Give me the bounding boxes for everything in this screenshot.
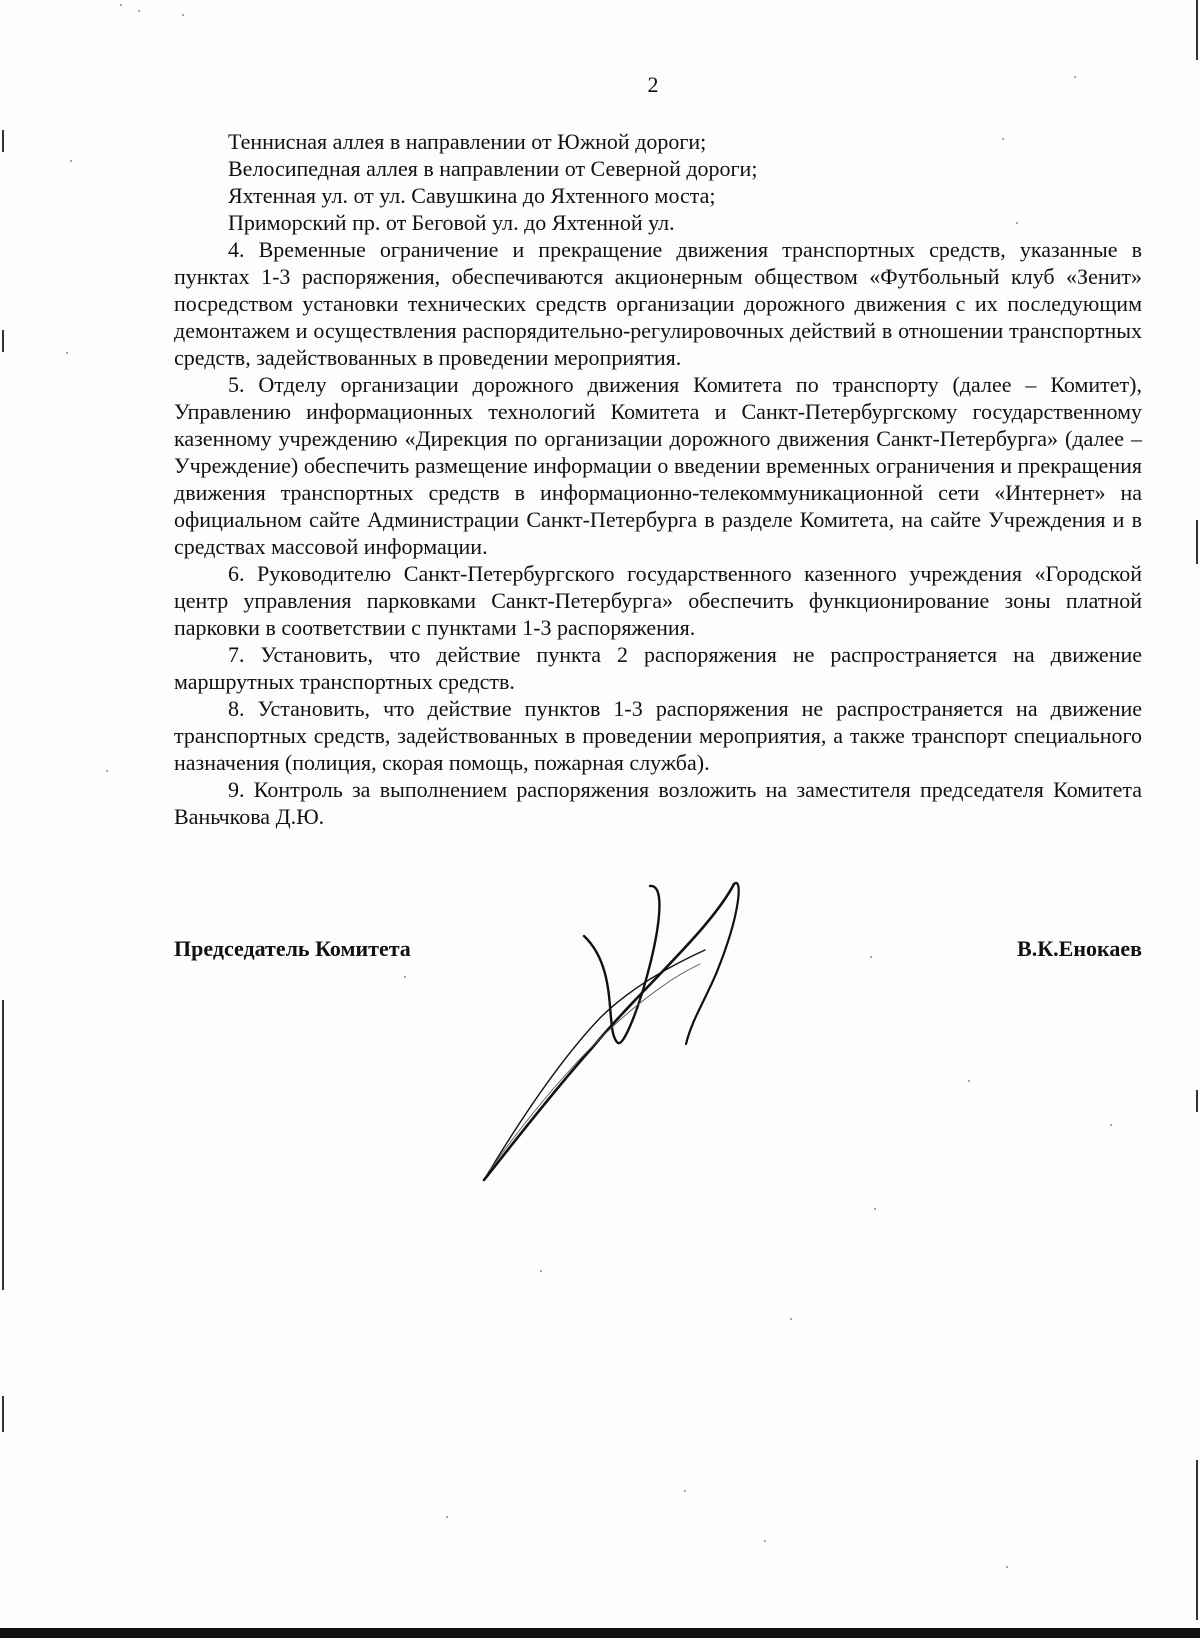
document-body xyxy=(174,128,1142,830)
signatory-title: Председатель Комитета xyxy=(174,936,411,961)
paragraph-5: 5. Отделу организации дорожного движения Комитета по транспорту (далее – Комитет), Управлению информационных технологий Комитета и Санкт-Петербургскому государственному казенному учреждению «Дирекция по организации дорожного движения Санкт-Петербурга» (далее – Учреждение) обеспечить размещение информации о введении временных ограничения и прекращения движения транспортных средств в информационно-телекоммуникационной сети «Интернет» на официальном сайте Администрации Санкт-Петербурга в разделе Комитета, на сайте Учреждения и в средствах массовой информации. xyxy=(174,372,1142,559)
scan-speck xyxy=(540,1270,542,1272)
scan-edge-mark xyxy=(1196,1090,1198,1112)
scan-speck xyxy=(874,1208,876,1210)
scan-edge-mark xyxy=(1196,0,1198,60)
scan-speck xyxy=(1110,1124,1112,1126)
scan-speck xyxy=(1002,138,1004,140)
paragraph-7: 7. Установить, что действие пункта 2 распоряжения не распространяется на движение маршрутных транспортных средств. xyxy=(174,642,1142,694)
scan-speck xyxy=(446,1516,448,1518)
handwritten-signature xyxy=(480,870,780,1190)
scan-speck xyxy=(1006,1566,1008,1568)
scan-bottom-edge xyxy=(0,1628,1200,1638)
scan-speck xyxy=(106,770,108,772)
paragraph-8: 8. Установить, что действие пунктов 1-3 распоряжения не распространяется на движение транспортных средств, задействованных в проведении мероприятия, а также транспорт специального назначения (полиция, скорая помощь, пожарная служба). xyxy=(174,696,1142,775)
scan-speck xyxy=(66,352,68,354)
route-line: Яхтенная ул. от ул. Савушкина до Яхтенного моста; xyxy=(228,183,716,208)
route-line: Велосипедная аллея в направлении от Северной дороги; xyxy=(228,156,758,181)
scan-speck xyxy=(120,4,122,6)
scan-speck xyxy=(968,1080,970,1082)
scan-speck xyxy=(138,10,140,12)
scan-speck xyxy=(764,1540,766,1542)
scan-edge-mark xyxy=(1196,520,1198,564)
paragraph-6: 6. Руководителю Санкт-Петербургского государственного казенного учреждения «Городской центр управления парковками Санкт-Петербурга» обеспечить функционирование зоны платной парковки в соответствии с пунктами 1-3 распоряжения. xyxy=(174,561,1142,640)
scan-edge-mark xyxy=(1196,1460,1198,1620)
scan-edge-mark xyxy=(2,1000,4,1290)
scan-speck xyxy=(790,1318,792,1320)
scan-speck xyxy=(1016,222,1018,224)
scan-speck xyxy=(1074,76,1076,78)
scan-edge-mark xyxy=(2,130,4,152)
route-line: Теннисная аллея в направлении от Южной дороги; xyxy=(228,129,707,154)
route-line: Приморский пр. от Беговой ул. до Яхтенной ул. xyxy=(228,210,675,235)
page-number: 2 xyxy=(647,72,659,97)
signatory-name: В.К.Енокаев xyxy=(1017,936,1142,961)
scan-speck xyxy=(182,14,184,16)
scan-speck xyxy=(870,956,872,958)
paragraph-9: 9. Контроль за выполнением распоряжения возложить на заместителя председателя Комитета Ваньчкова Д.Ю. xyxy=(174,777,1142,829)
scan-edge-mark xyxy=(2,330,4,352)
paragraph-4: 4. Временные ограничение и прекращение движения транспортных средств, указанные в пунктах 1-3 распоряжения, обеспечиваются акционерным обществом «Футбольный клуб «Зенит» посредством установки технических средств организации дорожного движения с их последующим демонтажем и осуществления распорядительно-регулировочных действий в отношении транспортных средств, задействованных в проведении мероприятия. xyxy=(174,237,1142,370)
scan-speck xyxy=(404,976,406,978)
scan-edge-mark xyxy=(2,1396,4,1432)
scan-speck xyxy=(70,160,72,162)
scan-speck xyxy=(684,1490,686,1492)
